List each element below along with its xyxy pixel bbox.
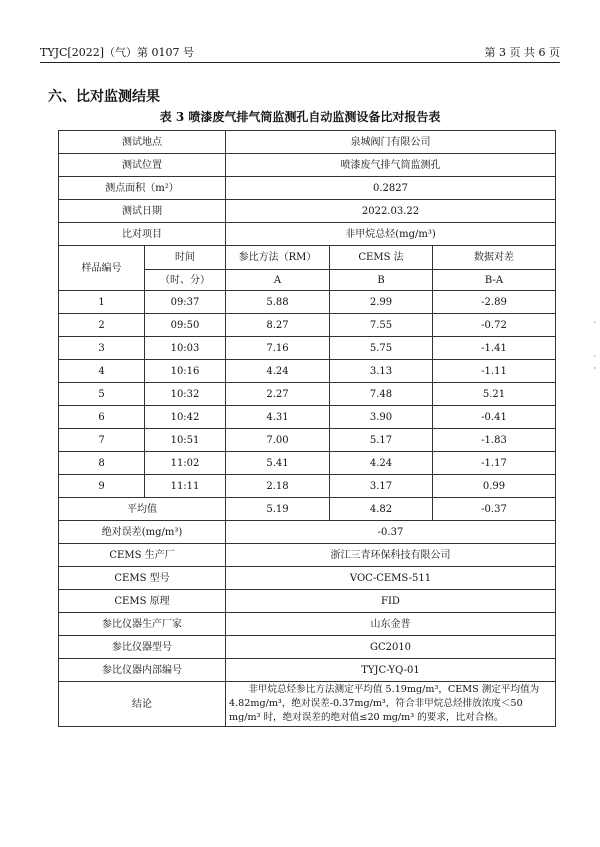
sample-no: 5	[59, 383, 145, 406]
cems-value: 2.99	[330, 291, 433, 314]
footer-row	[59, 659, 556, 682]
diff-value: -1.11	[433, 360, 556, 383]
footer-label: CEMS 型号	[59, 567, 226, 590]
diff-value: -0.72	[433, 314, 556, 337]
conclusion-row	[59, 682, 556, 727]
footer-label: 参比仪器型号	[59, 636, 226, 659]
ref-value: 2.27	[226, 383, 330, 406]
margin-mark: ·	[593, 352, 596, 361]
sample-no: 2	[59, 314, 145, 337]
footer-row	[59, 636, 556, 659]
table-row	[59, 314, 556, 337]
footer-value: 山东金普	[226, 613, 556, 636]
page-info: 第 3 页 共 6 页	[484, 46, 560, 59]
footer-row	[59, 590, 556, 613]
col-cems-letter: B	[330, 270, 433, 291]
info-value: 0.2827	[226, 177, 556, 200]
info-label: 测试日期	[59, 200, 226, 223]
ref-value: 8.27	[226, 314, 330, 337]
table-row	[59, 360, 556, 383]
col-diff: 数据对差	[433, 246, 556, 270]
sample-time: 10:03	[145, 337, 226, 360]
ref-value: 5.41	[226, 452, 330, 475]
info-row	[59, 177, 556, 200]
sample-no: 8	[59, 452, 145, 475]
sample-no: 4	[59, 360, 145, 383]
footer-label: 参比仪器生产厂家	[59, 613, 226, 636]
sample-time: 10:32	[145, 383, 226, 406]
col-ref-letter: A	[226, 270, 330, 291]
conclusion-label: 结论	[59, 682, 226, 727]
cems-value: 7.48	[330, 383, 433, 406]
sample-time: 10:42	[145, 406, 226, 429]
sample-no: 1	[59, 291, 145, 314]
diff-value: -1.41	[433, 337, 556, 360]
footer-value: GC2010	[226, 636, 556, 659]
col-time: 时间	[145, 246, 226, 270]
table-row	[59, 291, 556, 314]
footer-label: 绝对误差(mg/m³)	[59, 521, 226, 544]
section-title: 六、比对监测结果	[48, 89, 160, 105]
info-row	[59, 131, 556, 154]
info-row	[59, 200, 556, 223]
cems-value: 7.55	[330, 314, 433, 337]
info-label: 测试地点	[59, 131, 226, 154]
cems-value: 5.75	[330, 337, 433, 360]
diff-value: -1.83	[433, 429, 556, 452]
average-cems: 4.82	[330, 498, 433, 521]
col-ref-method: 参比方法（RM）	[226, 246, 330, 270]
conclusion-text: 非甲烷总烃参比方法测定平均值 5.19mg/m³，CEMS 测定平均值为 4.82mg/m³，绝对误差-0.37mg/m³，符合非甲烷总烃排放浓度＜50 mg/m³ 时，绝对误差的绝对值≤20 mg/m³ 的要求，比对合格。	[226, 682, 556, 727]
col-cems: CEMS 法	[330, 246, 433, 270]
diff-value: 0.99	[433, 475, 556, 498]
margin-mark: ·	[593, 318, 596, 327]
sample-time: 10:16	[145, 360, 226, 383]
cems-value: 3.90	[330, 406, 433, 429]
info-value: 喷漆废气排气筒监测孔	[226, 154, 556, 177]
footer-value: 浙江三青环保科技有限公司	[226, 544, 556, 567]
diff-value: -2.89	[433, 291, 556, 314]
sample-time: 09:50	[145, 314, 226, 337]
margin-mark: ·	[593, 364, 596, 373]
footer-value: FID	[226, 590, 556, 613]
comparison-report-table	[58, 130, 556, 727]
ref-value: 5.88	[226, 291, 330, 314]
average-ref: 5.19	[226, 498, 330, 521]
table-row	[59, 383, 556, 406]
sample-time: 10:51	[145, 429, 226, 452]
footer-value: VOC-CEMS-511	[226, 567, 556, 590]
cems-value: 5.17	[330, 429, 433, 452]
footer-label: 参比仪器内部编号	[59, 659, 226, 682]
table-row	[59, 337, 556, 360]
footer-row	[59, 544, 556, 567]
sample-no: 3	[59, 337, 145, 360]
average-label: 平均值	[59, 498, 226, 521]
table-row	[59, 429, 556, 452]
info-row	[59, 223, 556, 246]
diff-value: -0.41	[433, 406, 556, 429]
sample-time: 11:02	[145, 452, 226, 475]
column-header-row	[59, 246, 556, 270]
footer-row	[59, 567, 556, 590]
table-title: 表 3 喷漆废气排气筒监测孔自动监测设备比对报告表	[159, 110, 441, 124]
cems-value: 3.17	[330, 475, 433, 498]
info-label: 比对项目	[59, 223, 226, 246]
sample-no: 6	[59, 406, 145, 429]
footer-label: CEMS 原理	[59, 590, 226, 613]
cems-value: 4.24	[330, 452, 433, 475]
footer-label: CEMS 生产厂	[59, 544, 226, 567]
diff-value: 5.21	[433, 383, 556, 406]
ref-value: 4.31	[226, 406, 330, 429]
average-diff: -0.37	[433, 498, 556, 521]
diff-value: -1.17	[433, 452, 556, 475]
table-row	[59, 452, 556, 475]
average-row	[59, 498, 556, 521]
col-diff-formula: B-A	[433, 270, 556, 291]
info-value: 2022.03.22	[226, 200, 556, 223]
footer-value: TYJC-YQ-01	[226, 659, 556, 682]
sample-time: 09:37	[145, 291, 226, 314]
info-label: 测试位置	[59, 154, 226, 177]
ref-value: 7.16	[226, 337, 330, 360]
info-value: 非甲烷总烃(mg/m³)	[226, 223, 556, 246]
info-label: 测点面积（m²）	[59, 177, 226, 200]
ref-value: 7.00	[226, 429, 330, 452]
table-row	[59, 475, 556, 498]
sample-no: 7	[59, 429, 145, 452]
footer-row	[59, 613, 556, 636]
cems-value: 3.13	[330, 360, 433, 383]
table-row	[59, 406, 556, 429]
ref-value: 2.18	[226, 475, 330, 498]
col-sample-no: 样品编号	[59, 246, 145, 291]
page-header	[40, 42, 560, 63]
col-time-unit: （时、分）	[145, 270, 226, 291]
info-row	[59, 154, 556, 177]
footer-row	[59, 521, 556, 544]
report-number: TYJC[2022]（气）第 0107 号	[40, 46, 194, 59]
footer-value: -0.37	[226, 521, 556, 544]
info-value: 泉城阀门有限公司	[226, 131, 556, 154]
sample-no: 9	[59, 475, 145, 498]
sample-time: 11:11	[145, 475, 226, 498]
ref-value: 4.24	[226, 360, 330, 383]
